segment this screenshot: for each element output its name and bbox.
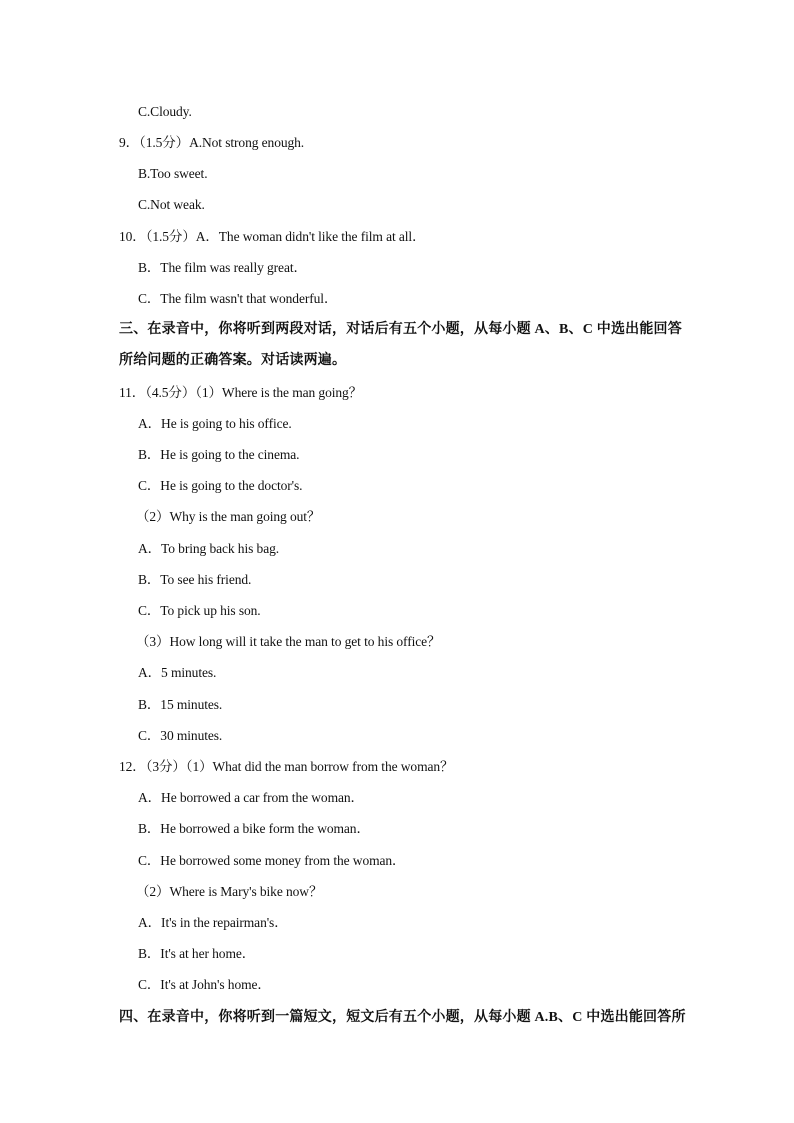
q11-part3-stem: （3）How long will it take the man to get to his office？: [136, 634, 441, 649]
q12-part2-option-c: C．It's at John's home．: [138, 977, 271, 992]
q12-part2-option-b: B．It's at her home．: [138, 946, 256, 961]
q12-part2-stem: （2）Where is Mary's bike now？: [136, 884, 323, 899]
q9-stem: 9．（1.5分）A.Not strong enough.: [119, 135, 305, 150]
section3-heading-line1: 三、在录音中，你将听到两段对话，对话后有五个小题，从每小题 A、B、C 中选出能回答: [119, 322, 682, 337]
q11-part3-option-c: C．30 minutes.: [138, 728, 223, 743]
q11-part1-option-c: C．He is going to the doctor's.: [138, 478, 303, 493]
q11-part2-option-c: C．To pick up his son.: [138, 603, 261, 618]
q12-stem: 12．（3分）（1）What did the man borrow from the woman？: [119, 759, 454, 774]
q11-part3-option-a: A．5 minutes.: [138, 665, 217, 680]
q11-part2-option-b: B．To see his friend.: [138, 572, 252, 587]
q11-part2-stem: （2）Why is the man going out？: [136, 509, 321, 524]
q11-stem: 11．（4.5分）（1）Where is the man going？: [119, 385, 363, 400]
q12-part1-option-c: C．He borrowed some money from the woman．: [138, 853, 406, 868]
q11-part2-option-a: A．To bring back his bag.: [138, 541, 280, 556]
q10-option-c: C．The film wasn't that wonderful．: [138, 291, 338, 306]
q10-option-b: B．The film was really great．: [138, 260, 307, 275]
q11-part1-option-a: A．He is going to his office.: [138, 416, 292, 431]
section4-heading-line1: 四、在录音中，你将听到一篇短文，短文后有五个小题，从每小题 A.B、C 中选出能回答所: [119, 1010, 686, 1025]
q11-part1-option-b: B．He is going to the cinema.: [138, 447, 300, 462]
q11-part3-option-b: B．15 minutes.: [138, 697, 223, 712]
q12-part2-option-a: A．It's in the repairman's．: [138, 915, 288, 930]
q12-part1-option-b: B．He borrowed a bike form the woman．: [138, 821, 370, 836]
q8-option-c: C.Cloudy.: [138, 104, 192, 119]
q12-part1-option-a: A．He borrowed a car from the woman．: [138, 790, 364, 805]
q10-stem: 10．（1.5分）A．The woman didn't like the film at all．: [119, 229, 426, 244]
q9-option-b: B.Too sweet.: [138, 166, 208, 181]
q9-option-c: C.Not weak.: [138, 197, 205, 212]
section3-heading-line2: 所给问题的正确答案。对话读两遍。: [119, 353, 347, 368]
